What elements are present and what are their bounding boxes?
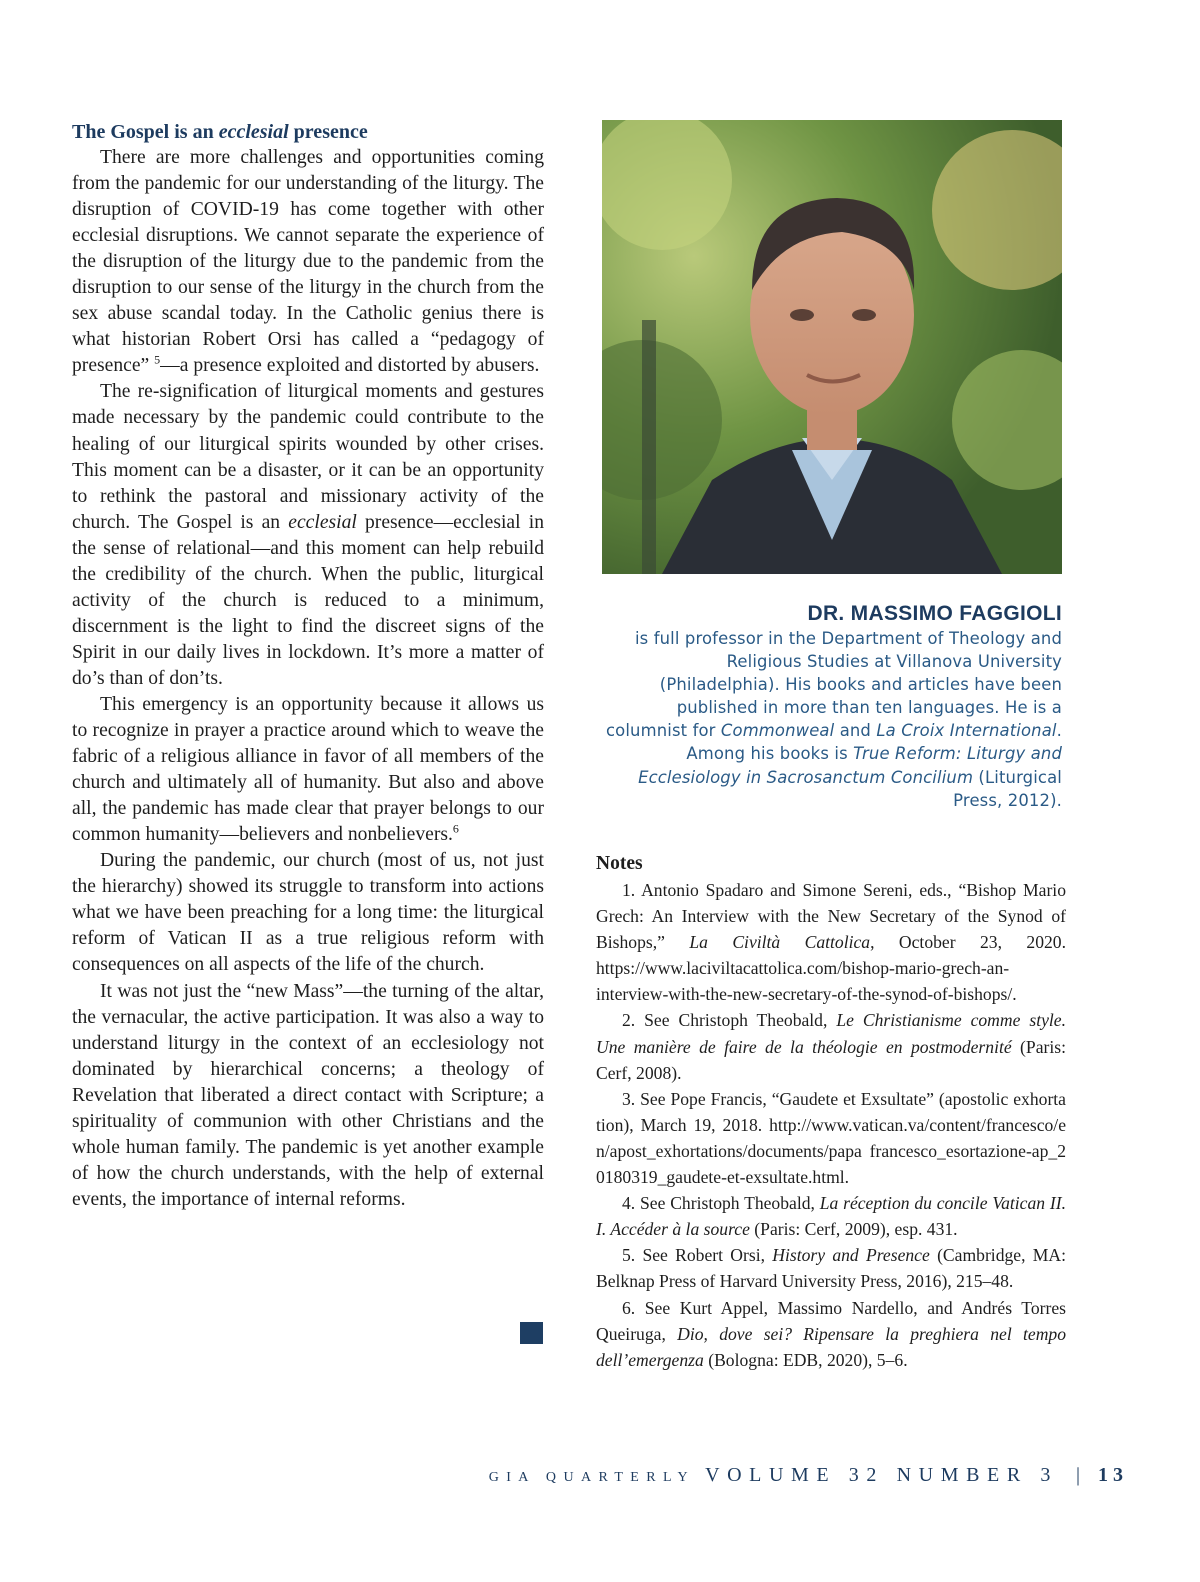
page-number: 13 — [1098, 1464, 1128, 1486]
heading-emphasis: ecclesial — [218, 121, 289, 143]
page-footer — [489, 1464, 1128, 1487]
note-1: 1. Antonio Spadaro and Simone Sereni, eds., “Bishop Mario Grech: An Interview with the New Secretary of the Synod of Bishops,” La Civiltà Cattolica, October 23, 2020. https://www.laciviltacattolica.com/bishop-mario-grech-an-interview-with-the-new-secretary-of-the-synod-of-bishops/. — [596, 880, 1066, 1005]
author-bio-text: is full professor in the Department of Theology and Religious Studies at Villanova University (Philadelphia). His books and articles have been published in more than ten languages. He is a columnist for Commonweal and La Croix International. Among his books is True Reform: Liturgy and Ecclesiology in Sacrosanctum Concilium (Liturgical Press, 2012). — [606, 629, 1062, 810]
note-6: 6. See Kurt Appel, Massimo Nardello, and Andrés Torres Queiruga, Dio, dove sei? Ripensare la preghiera nel tempo dell’emergenza (Bologna: EDB, 2020), 5–6. — [596, 1297, 1066, 1370]
article-column — [72, 119, 544, 1213]
footer-separator: | — [1075, 1464, 1080, 1486]
volume-number: VOLUME 32 NUMBER 3 — [705, 1464, 1058, 1486]
footnote-ref-5: 5 — [154, 352, 161, 367]
paragraph-4: During the pandemic, our church (most of us, not just the hierarchy) showed its struggle to transform into actions what we have been preaching for a long time: the liturgical reform of Vatican II as a true religious reform with consequences on all aspects of the life of the church. — [72, 850, 544, 976]
paragraph-2: The re-signification of liturgical moments and gestures made necessary by the pandemic could contribute to the healing of our liturgical spirits wounded by other crises. This moment can be a disaster, or it can be an opportunity to rethink the pastoral and missionary activity of the church. The Gospel is an ecclesial presence—ecclesial in the sense of relational—and this moment can help rebuild the credibility of the church. When the public, liturgical activity of the church is reduced to a minimum, discernment is the light to find the discreet signs of the Spirit in our daily lives in lockdown. It’s more a matter of do’s than of don’ts. — [72, 381, 544, 689]
note-5: 5. See Robert Orsi, History and Presence (Cambridge, MA: Belknap Press of Harvard University Press, 2016), 215–48. — [596, 1245, 1067, 1292]
note-2: 2. See Christoph Theobald, Le Christianisme comme style. Une manière de faire de la théologie en postmodernité (Paris: Cerf, 2008). — [596, 1010, 1066, 1083]
footnote-ref-6: 6 — [452, 821, 459, 836]
section-heading: The Gospel is an ecclesial presence — [72, 121, 368, 143]
publication-name: GIA QUARTERLY — [488, 1470, 696, 1485]
paragraph-3: This emergency is an opportunity because it allows us to recognize in prayer a practice around which to weave the fabric of a religious alliance in favor of all members of the church and ultimately all of humanity. But also and above all, the pandemic has made clear that prayer belongs to our common humanity—believers and nonbelievers.$^6$ — [72, 693, 544, 846]
note-4: 4. See Christoph Theobald, La réception du concile Vatican II. I. Accéder à la source (Paris: Cerf, 2009), esp. 431. — [596, 1193, 1066, 1240]
paragraph-1: There are more challenges and opportunities coming from the pandemic for our understanding of the liturgy. The disruption of COVID-19 has come together with other ecclesial disruptions. We cannot separate the experience of the disruption of the liturgy due to the pandemic from the disruption to our sense of the liturgy in the church from the sex abuse scandal today. In the Catholic genius there is what historian Robert Orsi has called a “pedagogy of presence” $^5$—a presence exploited and distorted by abusers. — [72, 147, 544, 377]
note-3: 3. See Pope Francis, “Gaudete et Exsultate” (apostolic exhortation), March 19, 2018. http://www.vatican.va/content/francesco/en/apost_exhortations/documents/papa francesco_esortazione-ap_20180319_gaudete-et-exsultate.html. — [596, 1088, 1066, 1188]
notes-section — [596, 851, 1066, 1373]
notes-heading: Notes — [596, 853, 643, 874]
author-bio — [602, 601, 1062, 812]
paragraph-5: It was not just the “new Mass”—the turning of the altar, the vernacular, the active participation. It was also a way to understand liturgy in the context of an ecclesiology not dominated by hierarchical concerns; a theology of Revelation that liberated a direct contact with Scripture; a spirituality of communion with other Christians and the whole human family. The pandemic is yet another example of how the church understands, with the help of external events, the importance of internal reforms. — [72, 980, 544, 1210]
author-name: DR. MASSIMO FAGGIOLI — [807, 602, 1062, 625]
author-photo — [602, 120, 1062, 574]
article-end-mark — [520, 1322, 543, 1344]
